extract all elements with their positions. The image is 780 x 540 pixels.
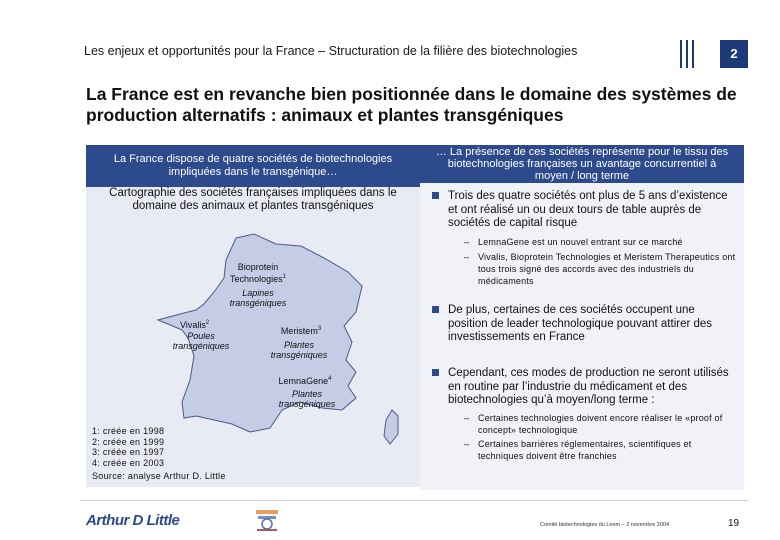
sub-bullet-item: – Certaines technologies doivent encore réaliser le «proof of concept» technologique bbox=[464, 413, 723, 435]
section-number-badge: 2 bbox=[720, 40, 748, 68]
sub-bullet-item: – Vivalis, Bioprotein Technologies et Meristem Therapeutics ont tous trois signé des accords avec des industriels du médicaments bbox=[464, 252, 736, 286]
legend-item: 1: créée en 1998 bbox=[92, 426, 165, 436]
map-source: Source: analyse Arthur D. Little bbox=[92, 471, 226, 481]
partner-logo-icon bbox=[254, 508, 280, 532]
map-legend bbox=[92, 426, 226, 482]
sub-bullet-item: – Certaines barrières réglementaires, scientifiques et techniques doivent être franchies bbox=[464, 439, 692, 461]
map-label-vivalis: Vivalis$^2$ bbox=[180, 320, 210, 330]
bullet-item: Cependant, ces modes de production ne seront utilisés en routine par l’industrie du médicament et des biotechnologies qu’à moyen/long terme : bbox=[448, 367, 734, 408]
map-label-meristem: Meristem$^3$ bbox=[280, 326, 322, 336]
map-label-bioprotein: Bioprotein Technologies$^1$ bbox=[230, 262, 286, 284]
header-title-section: Structuration de la filière des biotechnologies bbox=[328, 44, 578, 58]
map-label-lemnagene: LemnaGene$^4$ bbox=[278, 376, 332, 386]
header-title-main: Les enjeux et opportunités pour la France bbox=[84, 44, 315, 58]
sub-bullet-item: – LemnaGene est un nouvel entrant sur ce marché bbox=[464, 237, 683, 247]
bullet-item: De plus, certaines de ces sociétés occupent une position de leader technologique pouvant attirer des investissements en France bbox=[448, 304, 734, 345]
corsica-shape bbox=[384, 410, 398, 444]
map-product-vivalis: Poules transgéniques bbox=[172, 331, 230, 351]
france-map bbox=[86, 220, 420, 450]
left-panel-header bbox=[86, 145, 420, 187]
right-panel-header bbox=[420, 145, 744, 183]
map-subtitle: Cartographie des sociétés françaises impliquées dans le domaine des animaux et plantes transgéniques bbox=[109, 187, 397, 212]
header-title bbox=[84, 44, 577, 58]
map-product-meristem: Plantes transgéniques bbox=[270, 340, 328, 360]
bullet-item: Trois des quatre sociétés ont plus de 5 ans d’existence et ont réalisé un ou deux tours de table auprès de sociétés de capital risque bbox=[448, 190, 734, 231]
left-panel-header-text: La France dispose de quatre sociétés de biotechnologies impliquées dans le transgénique… bbox=[113, 153, 393, 178]
map-product-lemnagene: Plantes transgéniques bbox=[278, 389, 336, 409]
header-decor-bars bbox=[680, 40, 696, 68]
right-panel-header-text: … La présence de ces sociétés représente pour le tissu des biotechnologies françaises un avantage concurrentiel à moyen / long terme bbox=[435, 146, 729, 182]
bullet-square-icon bbox=[432, 369, 439, 376]
legend-item: 4: créée en 2003 bbox=[92, 457, 165, 468]
legend-item: 3: créée en 1997 bbox=[92, 447, 165, 457]
footer-source: Comité biotechnologies du Leem – 2 novembre 2004 bbox=[540, 522, 670, 528]
page-headline: La France est en revanche bien positionnée dans le domaine des systèmes de production alternatifs : animaux et plantes transgéniques bbox=[86, 84, 737, 125]
page-number: 19 bbox=[728, 518, 740, 529]
bullet-square-icon bbox=[432, 192, 439, 199]
bullet-square-icon bbox=[432, 306, 439, 313]
arthur-d-little-logo: Arthur D Little bbox=[86, 512, 180, 529]
footer-divider bbox=[80, 500, 748, 501]
legend-item: 2: créée en 1999 bbox=[92, 436, 165, 447]
map-product-bioprotein: Lapines transgéniques bbox=[229, 288, 287, 308]
header-title-sep: – bbox=[314, 44, 329, 58]
